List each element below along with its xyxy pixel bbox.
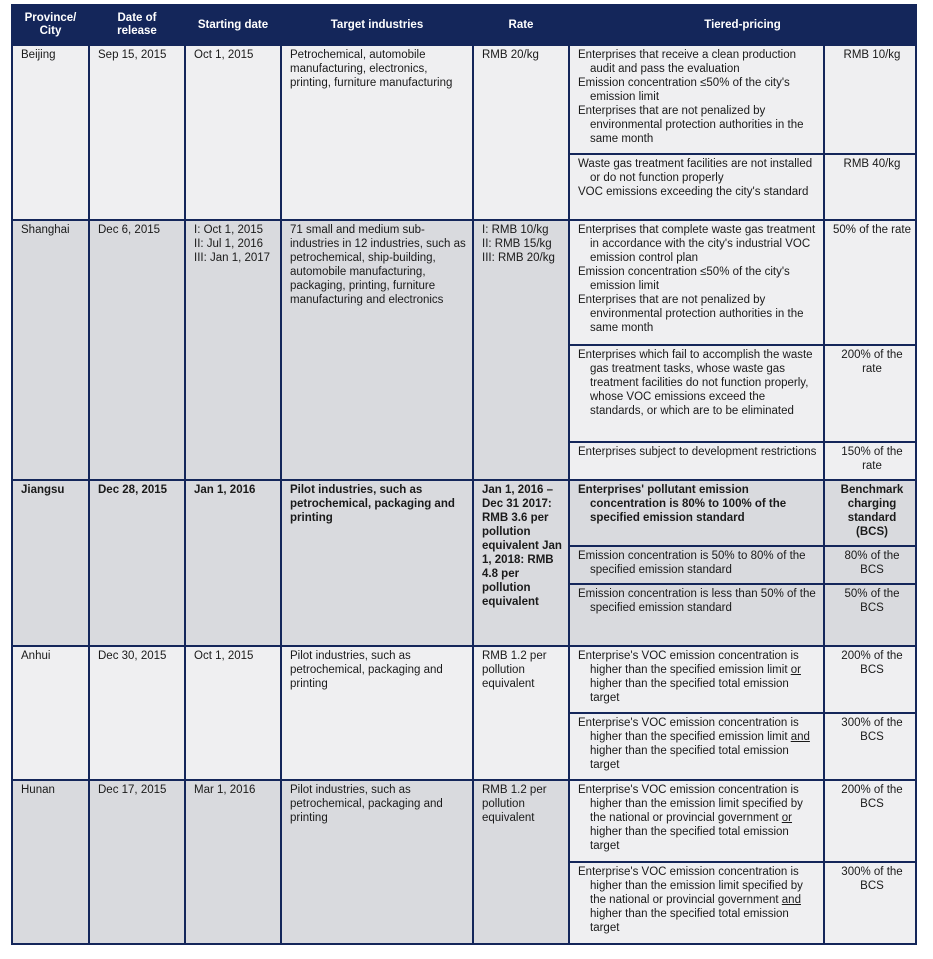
tier-condition: Emission concentration is less than 50% of the specified emission standard bbox=[569, 584, 824, 646]
release-cell: Dec 30, 2015 bbox=[89, 646, 185, 780]
rate-cell: I: RMB 10/kg II: RMB 15/kg III: RMB 20/kg bbox=[473, 220, 569, 480]
tier-price: 200% of the BCS bbox=[824, 780, 916, 862]
tier-condition: Enterprise's VOC emission concentration is higher than the emission limit specified by the national or provincial government and higher than the specified total emission target bbox=[569, 862, 824, 944]
start-cell: Oct 1, 2015 bbox=[185, 45, 281, 220]
tier-price: 200% of the rate bbox=[824, 345, 916, 442]
start-cell: Jan 1, 2016 bbox=[185, 480, 281, 646]
tier-price: RMB 40/kg bbox=[824, 154, 916, 220]
province-cell: Shanghai bbox=[12, 220, 89, 480]
tier-condition: Enterprises which fail to accomplish the waste gas treatment tasks, whose waste gas treatment facilities do not function properly, whose VOC emissions exceed the standards, or which are to be eliminated bbox=[569, 345, 824, 442]
start-cell: Oct 1, 2015 bbox=[185, 646, 281, 780]
tier-condition: Enterprise's VOC emission concentration is higher than the specified emission limit or higher than the specified total emission target bbox=[569, 646, 824, 713]
rate-cell: RMB 1.2 per pollution equivalent bbox=[473, 646, 569, 780]
start-cell: Mar 1, 2016 bbox=[185, 780, 281, 944]
tier-price: 300% of the BCS bbox=[824, 713, 916, 780]
tier-price: 50% of the BCS bbox=[824, 584, 916, 646]
tier-condition: Enterprises' pollutant emission concentration is 80% to 100% of the specified emission standard bbox=[569, 480, 824, 546]
tier-condition: Enterprise's VOC emission concentration is higher than the specified emission limit and higher than the specified total emission target bbox=[569, 713, 824, 780]
release-cell: Sep 15, 2015 bbox=[89, 45, 185, 220]
header-tiered: Tiered-pricing bbox=[569, 5, 916, 45]
industries-cell: Pilot industries, such as petrochemical, packaging and printing bbox=[281, 780, 473, 944]
tier-condition: Enterprises that complete waste gas treatment in accordance with the city's industrial VOC emission control plan Emission concentration ≤50% of the city's emission limit Enterprises that are not penalized by environmental protection authorities in the same month bbox=[569, 220, 824, 345]
industries-cell: Pilot industries, such as petrochemical, packaging and printing bbox=[281, 480, 473, 646]
header-rate: Rate bbox=[473, 5, 569, 45]
row-hunan bbox=[12, 780, 916, 862]
tier-condition: Enterprise's VOC emission concentration is higher than the emission limit specified by the national or provincial government or higher than the specified total emission target bbox=[569, 780, 824, 862]
rate-cell: RMB 20/kg bbox=[473, 45, 569, 220]
province-cell: Anhui bbox=[12, 646, 89, 780]
tier-condition: Enterprises that receive a clean production audit and pass the evaluation Emission concentration ≤50% of the city's emission limit Enterprises that are not penalized by environmental protection authorities in the same month bbox=[569, 45, 824, 154]
tier-price: Benchmark charging standard (BCS) bbox=[824, 480, 916, 546]
header-row bbox=[12, 5, 916, 45]
rate-cell: Jan 1, 2016 – Dec 31 2017: RMB 3.6 per pollution equivalent Jan 1, 2018: RMB 4.8 per pollution equivalent bbox=[473, 480, 569, 646]
tier-price: 300% of the BCS bbox=[824, 862, 916, 944]
tier-condition: Waste gas treatment facilities are not installed or do not function properly VOC emissions exceeding the city's standard bbox=[569, 154, 824, 220]
tier-condition: Enterprises subject to development restrictions bbox=[569, 442, 824, 480]
tier-condition: Emission concentration is 50% to 80% of the specified emission standard bbox=[569, 546, 824, 584]
tier-price: 150% of the rate bbox=[824, 442, 916, 480]
header-release: Date of release bbox=[89, 5, 185, 45]
industries-cell: Pilot industries, such as petrochemical, packaging and printing bbox=[281, 646, 473, 780]
tier-price: 80% of the BCS bbox=[824, 546, 916, 584]
row-anhui bbox=[12, 646, 916, 713]
tier-price: RMB 10/kg bbox=[824, 45, 916, 154]
release-cell: Dec 17, 2015 bbox=[89, 780, 185, 944]
province-cell: Beijing bbox=[12, 45, 89, 220]
industries-cell: Petrochemical, automobile manufacturing, electronics, printing, furniture manufacturing bbox=[281, 45, 473, 220]
row-beijing bbox=[12, 45, 916, 154]
industries-cell: 71 small and medium sub-industries in 12 industries, such as petrochemical, ship-building, automobile manufacturing, packaging, printing, furniture manufacturing and electronics bbox=[281, 220, 473, 480]
row-shanghai bbox=[12, 220, 916, 345]
row-jiangsu bbox=[12, 480, 916, 546]
province-cell: Jiangsu bbox=[12, 480, 89, 646]
header-start: Starting date bbox=[185, 5, 281, 45]
tier-price: 200% of the BCS bbox=[824, 646, 916, 713]
province-cell: Hunan bbox=[12, 780, 89, 944]
release-cell: Dec 28, 2015 bbox=[89, 480, 185, 646]
start-cell: I: Oct 1, 2015 II: Jul 1, 2016 III: Jan 1, 2017 bbox=[185, 220, 281, 480]
tier-price: 50% of the rate bbox=[824, 220, 916, 345]
header-province: Province/ City bbox=[12, 5, 89, 45]
header-industries: Target industries bbox=[281, 5, 473, 45]
voc-charging-table bbox=[11, 4, 917, 945]
rate-cell: RMB 1.2 per pollution equivalent bbox=[473, 780, 569, 944]
release-cell: Dec 6, 2015 bbox=[89, 220, 185, 480]
